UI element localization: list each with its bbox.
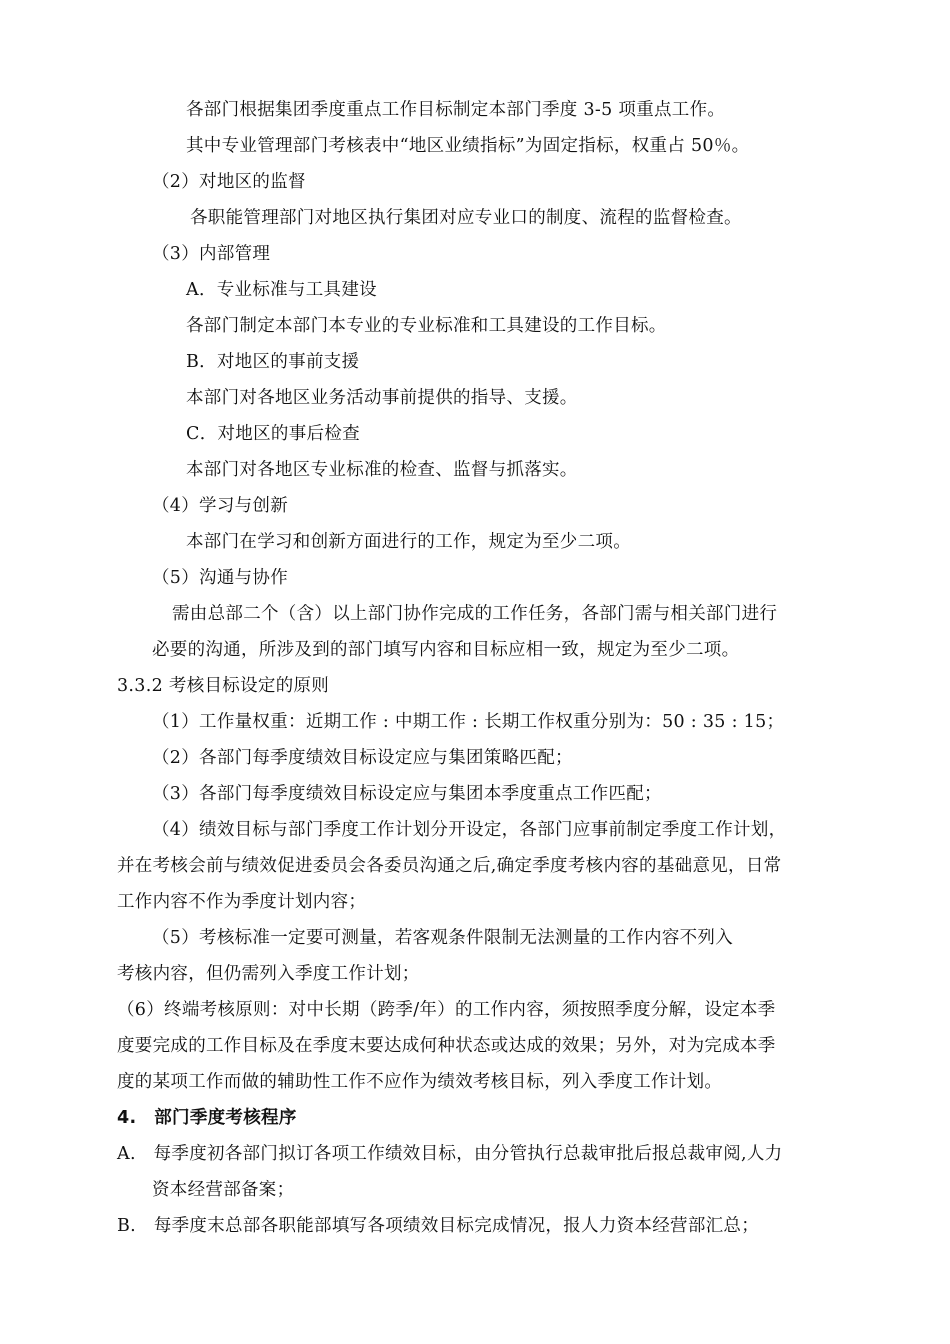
text-line: 本部门对各地区专业标准的检查、监督与抓落实。	[186, 460, 578, 480]
section-heading: （5）沟通与协作	[152, 568, 289, 588]
text-line: （5）考核标准一定要可测量，若客观条件限制无法测量的工作内容不列入	[152, 928, 734, 948]
section-heading: （2）对地区的监督	[152, 172, 306, 192]
text-line: 度要完成的工作目标及在季度末要达成何种状态或达成的效果；另外，对为完成本季	[117, 1036, 776, 1056]
text-line: 并在考核会前与绩效促进委员会各委员沟通之后,确定季度考核内容的基础意见，日常	[117, 856, 782, 876]
chapter-heading: 4. 部门季度考核程序	[117, 1108, 297, 1128]
text-line: 需由总部二个（含）以上部门协作完成的工作任务，各部门需与相关部门进行	[172, 604, 778, 624]
text-line: （2）各部门每季度绩效目标设定应与集团策略匹配；	[152, 748, 573, 768]
section-heading: （4）学习与创新	[152, 496, 289, 516]
text-line: （4）绩效目标与部门季度工作计划分开设定，各部门应事前制定季度工作计划，	[152, 820, 787, 840]
list-item: A. 每季度初各部门拟订各项工作绩效目标，由分管执行总裁审批后报总裁审阅,人力	[117, 1144, 783, 1164]
text-line: （6）终端考核原则：对中长期（跨季/年）的工作内容，须按照季度分解，设定本季	[117, 1000, 776, 1020]
text-line: 工作内容不作为季度计划内容；	[117, 892, 367, 912]
text-line: 考核内容，但仍需列入季度工作计划；	[117, 964, 420, 984]
subsection-heading: B．对地区的事前支援	[186, 352, 360, 372]
text-line: 各部门制定本部门本专业的专业标准和工具建设的工作目标。	[186, 316, 667, 336]
subsection-heading: C．对地区的事后检查	[186, 424, 360, 444]
subsection-heading: A．专业标准与工具建设	[186, 280, 377, 300]
section-heading: 3.3.2 考核目标设定的原则	[117, 676, 330, 696]
text-line: 必要的沟通，所涉及到的部门填写内容和目标应相一致，规定为至少二项。	[152, 640, 740, 660]
text-line: 各职能管理部门对地区执行集团对应专业口的制度、流程的监督检查。	[190, 208, 742, 228]
text-line: 度的某项工作而做的辅助性工作不应作为绩效考核目标，列入季度工作计划。	[117, 1072, 723, 1092]
text-line: 资本经营部备案；	[152, 1180, 295, 1200]
section-heading: （3）内部管理	[152, 244, 271, 264]
text-line: 其中专业管理部门考核表中“地区业绩指标”为固定指标，权重占 50％。	[186, 136, 750, 156]
text-line: （1）工作量权重：近期工作 : 中期工作 : 长期工作权重分别为：50 : 35 : 15；	[152, 712, 785, 732]
text-line: 各部门根据集团季度重点工作目标制定本部门季度 3-5 项重点工作。	[186, 100, 726, 120]
text-line: 本部门在学习和创新方面进行的工作，规定为至少二项。	[186, 532, 631, 552]
text-line: （3）各部门每季度绩效目标设定应与集团本季度重点工作匹配；	[152, 784, 662, 804]
text-line: 本部门对各地区业务活动事前提供的指导、支援。	[186, 388, 578, 408]
list-item: B. 每季度末总部各职能部填写各项绩效目标完成情况，报人力资本经营部汇总；	[117, 1216, 760, 1236]
